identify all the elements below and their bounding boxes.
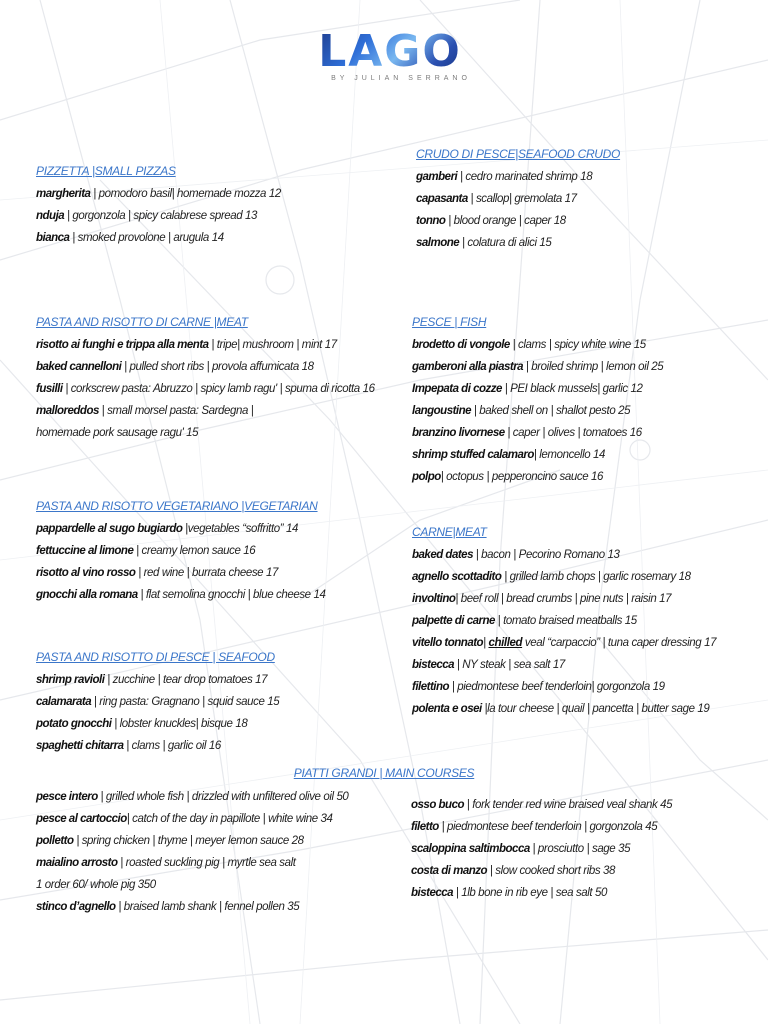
menu-item — [412, 422, 663, 444]
item-desc: | piedmontese beef tenderloin| gorgonzola 19 — [449, 681, 665, 693]
item-name: gnocchi alla romana — [36, 589, 138, 601]
item-name: osso buco — [411, 799, 465, 811]
item-desc: | corkscrew pasta: Abruzzo | spicy lamb ragu' | spuma di ricotta 16 — [62, 383, 375, 395]
item-desc: | spring chicken | thyme | meyer lemon sauce 28 — [73, 835, 304, 847]
item-desc: | bacon | Pecorino Romano 13 — [472, 549, 620, 561]
item-desc: | octopus | pepperoncino sauce 16 — [440, 471, 604, 483]
item-name: branzino livornese — [412, 427, 505, 439]
item-desc: | NY steak | sea salt 17 — [454, 659, 565, 671]
item-desc: | scallop| gremolata 17 — [467, 193, 577, 205]
section-pesce — [412, 315, 663, 488]
item-name: pesce al cartoccio — [36, 813, 127, 825]
item-name: costa di manzo — [411, 865, 488, 877]
item-desc: | small morsel pasta: Sardegna | — [98, 405, 254, 417]
menu-item — [36, 669, 279, 691]
menu-item — [412, 632, 716, 654]
item-name: scaloppina saltimbocca — [411, 843, 530, 855]
menu-item — [412, 676, 716, 698]
item-desc: | fork tender red wine braised veal shank 45 — [464, 799, 673, 811]
item-name: filettino — [412, 681, 450, 693]
item-desc: | pomodoro basil| homemade mozza 12 — [90, 188, 281, 200]
item-desc: | creamy lemon sauce 16 — [133, 545, 256, 557]
section-pasta-vegetarian — [36, 499, 325, 606]
item-desc: | flat semolina gnocchi | blue cheese 14 — [137, 589, 326, 601]
item-desc: | cedro marinated shrimp 18 — [457, 171, 593, 183]
item-desc: | pulled short ribs | provola affumicata 18 — [121, 361, 314, 373]
menu-item — [412, 356, 663, 378]
item-name: spaghetti chitarra — [36, 740, 124, 752]
menu-item — [36, 896, 348, 918]
item-name: polenta e osei — [412, 703, 482, 715]
menu-item — [36, 334, 375, 356]
item-name: capasanta — [416, 193, 468, 205]
menu-item — [36, 227, 281, 249]
item-desc: | roasted suckling pig | myrtle sea salt — [117, 857, 296, 869]
menu-item — [411, 794, 672, 816]
menu-item — [412, 378, 663, 400]
section-heading: PASTA AND RISOTTO DI PESCE | SEAFOOD — [36, 650, 275, 664]
item-name: palpette di carne — [412, 615, 495, 627]
item-name: risotto al vino rosso — [36, 567, 136, 579]
section-carne — [412, 525, 716, 720]
item-name: baked cannelloni — [36, 361, 122, 373]
menu-item — [411, 816, 672, 838]
menu-item — [412, 400, 663, 422]
section-crudo — [416, 147, 620, 254]
menu-item — [36, 356, 375, 378]
menu-item — [412, 544, 716, 566]
menu-item — [36, 562, 325, 584]
menu-item — [36, 735, 279, 757]
item-desc: | colatura di alici 15 — [459, 237, 552, 249]
item-desc: | blood orange | caper 18 — [445, 215, 566, 227]
section-heading: CRUDO DI PESCE|SEAFOOD CRUDO — [416, 147, 621, 161]
item-desc: | catch of the day in papillote | white wine 34 — [126, 813, 333, 825]
item-desc: | lemoncello 14 — [533, 449, 606, 461]
item-name: tonno — [416, 215, 446, 227]
item-name: pesce intero — [36, 791, 98, 803]
item-desc: | beef roll | bread crumbs | pine nuts | raisin 17 — [455, 593, 672, 605]
lago-logo — [300, 26, 480, 88]
menu-item — [412, 466, 663, 488]
item-desc: | broiled shrimp | lemon oil 25 — [523, 361, 664, 373]
menu-item — [36, 852, 348, 874]
item-name: shrimp ravioli — [36, 674, 105, 686]
item-name: bistecca — [411, 887, 454, 899]
menu-item — [412, 588, 716, 610]
item-desc: | PEI black mussels| garlic 12 — [501, 383, 643, 395]
item-desc: | grilled whole fish | drizzled with unfiltered olive oil 50 — [97, 791, 349, 803]
logo-wordmark: LAGO — [300, 30, 480, 74]
menu-item — [36, 518, 325, 540]
item-name: vitello tonnato — [412, 637, 484, 649]
item-name: margherita — [36, 188, 91, 200]
item-desc: | prosciutto | sage 35 — [529, 843, 631, 855]
section-heading: PESCE | FISH — [412, 315, 487, 329]
item-name: fusilli — [36, 383, 63, 395]
menu-item — [411, 838, 672, 860]
item-desc: | tripe| mushroom | mint 17 — [208, 339, 337, 351]
section-heading: PIATTI GRANDI | MAIN COURSES — [293, 766, 475, 780]
section-pasta-carne — [36, 315, 375, 444]
chilled-label: chilled — [488, 637, 523, 649]
item-desc: | red wine | burrata cheese 17 — [135, 567, 278, 579]
item-name: nduja — [36, 210, 65, 222]
item-desc: homemade pork sausage ragu' 15 — [36, 427, 199, 439]
section-piatti-left — [36, 786, 348, 918]
item-name: baked dates — [412, 549, 473, 561]
menu-item — [36, 205, 281, 227]
item-name: potato gnocchi — [36, 718, 112, 730]
item-desc: | braised lamb shank | fennel pollen 35 — [115, 901, 300, 913]
section-pasta-pesce — [36, 650, 279, 757]
menu-item — [416, 166, 620, 188]
item-name: stinco d’agnello — [36, 901, 116, 913]
menu-item — [36, 378, 375, 400]
item-name: risotto ai funghi e trippa alla menta — [36, 339, 209, 351]
item-name: polletto — [36, 835, 74, 847]
menu-item-continued — [36, 874, 348, 896]
item-name: salmone — [416, 237, 460, 249]
menu-item — [412, 334, 663, 356]
menu-item — [36, 691, 279, 713]
menu-item — [36, 540, 325, 562]
item-desc: | tomato braised meatballs 15 — [494, 615, 637, 627]
menu-item — [411, 882, 672, 904]
menu-item — [416, 188, 620, 210]
item-desc: | — [483, 637, 489, 649]
section-heading: PIZZETTA |SMALL PIZZAS — [36, 164, 176, 178]
menu-item — [411, 860, 672, 882]
section-heading: CARNE|MEAT — [412, 525, 487, 539]
item-desc: | grilled lamb chops | garlic rosemary 18 — [501, 571, 691, 583]
menu-item — [412, 698, 716, 720]
item-desc: veal “carpaccio” | tuna caper dressing 17 — [522, 637, 717, 649]
menu-item — [412, 654, 716, 676]
item-name: involtino — [412, 593, 456, 605]
menu-item — [36, 584, 325, 606]
item-name: pappardelle al sugo bugiardo — [36, 523, 183, 535]
item-desc: | caper | olives | tomatoes 16 — [504, 427, 642, 439]
item-name: gamberi — [416, 171, 458, 183]
menu-item-continued — [36, 422, 375, 444]
logo-byline: BY JULIAN SERRANO — [331, 75, 471, 82]
item-desc: | slow cooked short ribs 38 — [487, 865, 616, 877]
item-name: malloreddos — [36, 405, 99, 417]
item-desc: | 1lb bone in rib eye | sea salt 50 — [453, 887, 607, 899]
menu-item — [416, 210, 620, 232]
section-piatti-right — [411, 794, 672, 904]
item-desc: | gorgonzola | spicy calabrese spread 13 — [64, 210, 258, 222]
item-name: brodetto di vongole — [412, 339, 510, 351]
item-desc: | zucchine | tear drop tomatoes 17 — [104, 674, 268, 686]
item-name: filetto — [411, 821, 439, 833]
item-name: bistecca — [412, 659, 455, 671]
item-name: calamarata — [36, 696, 92, 708]
item-desc: 1 order 60/ whole pig 350 — [36, 879, 156, 891]
menu-item — [36, 786, 348, 808]
menu-item — [412, 566, 716, 588]
item-name: polpo — [412, 471, 441, 483]
section-heading: PASTA AND RISOTTO VEGETARIANO |VEGETARIAN — [36, 499, 318, 513]
section-piatti-grandi-heading — [0, 764, 768, 782]
section-pizzetta — [36, 164, 281, 249]
menu-item — [36, 830, 348, 852]
item-desc: |vegetables “soffritto” 14 — [182, 523, 298, 535]
item-name: shrimp stuffed calamaro — [412, 449, 534, 461]
item-desc: | lobster knuckles| bisque 18 — [111, 718, 248, 730]
menu-item — [416, 232, 620, 254]
item-name: fettuccine al limone — [36, 545, 134, 557]
item-name: gamberoni alla piastra — [412, 361, 524, 373]
item-name: maialino arrosto — [36, 857, 118, 869]
item-desc: |la tour cheese | quail | pancetta | butter sage 19 — [481, 703, 710, 715]
menu-item — [412, 610, 716, 632]
item-desc: | clams | spicy white wine 15 — [509, 339, 646, 351]
item-desc: | smoked provolone | arugula 14 — [69, 232, 224, 244]
item-desc: | piedmontese beef tenderloin | gorgonzola 45 — [438, 821, 658, 833]
item-name: langoustine — [412, 405, 472, 417]
menu-item — [36, 183, 281, 205]
menu-item — [36, 400, 375, 422]
menu-item — [412, 444, 663, 466]
item-name: agnello scottadito — [412, 571, 502, 583]
item-name: Impepata di cozze — [412, 383, 502, 395]
item-desc: | ring pasta: Gragnano | squid sauce 15 — [91, 696, 280, 708]
menu-item — [36, 808, 348, 830]
menu-item — [36, 713, 279, 735]
item-desc: | clams | garlic oil 16 — [123, 740, 221, 752]
item-desc: | baked shell on | shallot pesto 25 — [471, 405, 631, 417]
item-name: bianca — [36, 232, 70, 244]
section-heading: PASTA AND RISOTTO DI CARNE |MEAT — [36, 315, 248, 329]
